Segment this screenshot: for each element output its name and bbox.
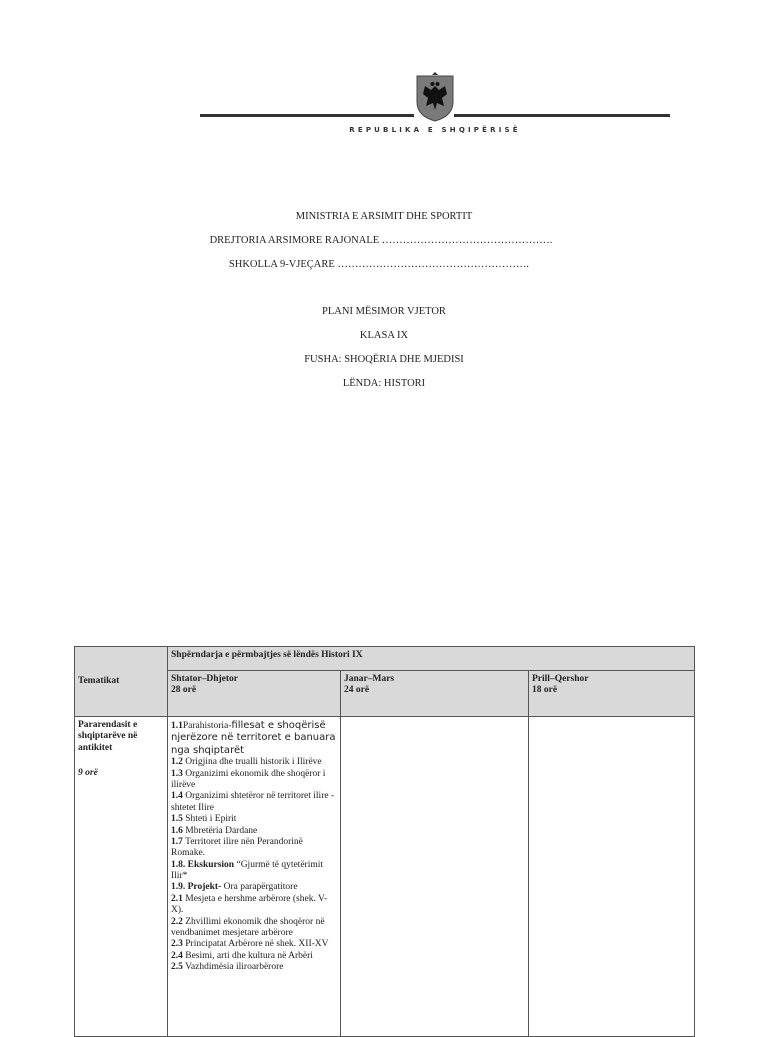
header-rule-right xyxy=(454,114,670,117)
theme-cell xyxy=(75,717,168,1037)
topic-item: 1.6 Mbretëria Dardane xyxy=(171,825,258,836)
topic-item: 1.2 Origjina dhe trualli historik i Ilirëve xyxy=(171,757,322,768)
period-name: Prill–Qershor xyxy=(532,674,589,684)
topic-item: 2.3 Principatat Arbërore në shek. XII-XV xyxy=(171,939,329,950)
class-line: KLASA IX xyxy=(359,330,409,341)
topic-item: 1.3 Organizimi ekonomik dhe shoqëror i ilirëve xyxy=(171,768,326,790)
ministry-line: MINISTRIA E ARSIMIT DHE SPORTIT xyxy=(295,211,473,222)
period-header xyxy=(529,671,695,717)
topic-item: 1.5 Shteti i Epirit xyxy=(171,814,237,825)
period-header xyxy=(168,671,341,717)
period-hours: 24 orë xyxy=(344,685,370,696)
empty-cell-jan-mar xyxy=(341,717,529,1037)
school-line: SHKOLLA 9-VJEÇARE ………………………………………………. xyxy=(228,259,530,270)
field-line: FUSHA: SHOQËRIA DHE MJEDISI xyxy=(304,354,464,365)
period-hours: 18 orë xyxy=(532,685,558,696)
theme-name: Pararendasit e shqiptarëve në antikitet xyxy=(78,720,138,753)
theme-hours: 9 orë xyxy=(78,768,98,779)
lesson-plan-table xyxy=(74,646,695,1037)
topic-item: 1.1Parahistoria-fillesat e shoqërisë njerëzore në territoret e banuara nga shqiptarët xyxy=(171,720,336,756)
header-rule-left xyxy=(200,114,414,117)
topic-item: 2.2 Zhvillimi ekonomik dhe shoqëror në vendbanimet mesjetare arbërore xyxy=(171,916,325,939)
topics-cell xyxy=(168,717,341,1037)
period-header xyxy=(341,671,529,717)
period-hours: 28 orë xyxy=(171,685,197,696)
topic-item: 1.9. Projekt- Ora parapërgatitore xyxy=(171,882,298,893)
period-name: Janar–Mars xyxy=(344,674,395,684)
empty-cell-apr-jun xyxy=(529,717,695,1037)
col-header-themes: Tematikat xyxy=(75,647,168,717)
topic-item: 1.8. Ekskursion “Gjurmë të qytetërimit Ilir* xyxy=(171,859,324,882)
distribution-header: Shpërndarja e përmbajtjes së lëndës Histori IX xyxy=(168,647,695,671)
topic-item: 1.4 Organizimi shtetëror në territoret ilire - shtetet Ilire xyxy=(171,791,335,813)
topic-item: 1.7 Territoret ilire nën Perandorinë Romake. xyxy=(171,836,303,859)
topic-item: 2.1 Mesjeta e hershme arbërore (shek. V-X). xyxy=(171,893,328,916)
directorate-line: DREJTORIA ARSIMORE RAJONALE …………………………………………. xyxy=(209,235,553,246)
topic-item: 2.5 Vazhdimësia iliroarbërore xyxy=(171,962,284,973)
plan-title: PLANI MËSIMOR VJETOR xyxy=(322,306,446,317)
albanian-eagle-emblem-icon xyxy=(415,72,455,122)
period-name: Shtator–Dhjetor xyxy=(171,674,239,684)
republic-title: REPUBLIKA E SHQIPËRISË xyxy=(349,126,521,134)
subject-line: LËNDA: HISTORI xyxy=(342,378,426,389)
topic-item: 2.4 Besimi, arti dhe kultura në Arbëri xyxy=(171,950,313,961)
